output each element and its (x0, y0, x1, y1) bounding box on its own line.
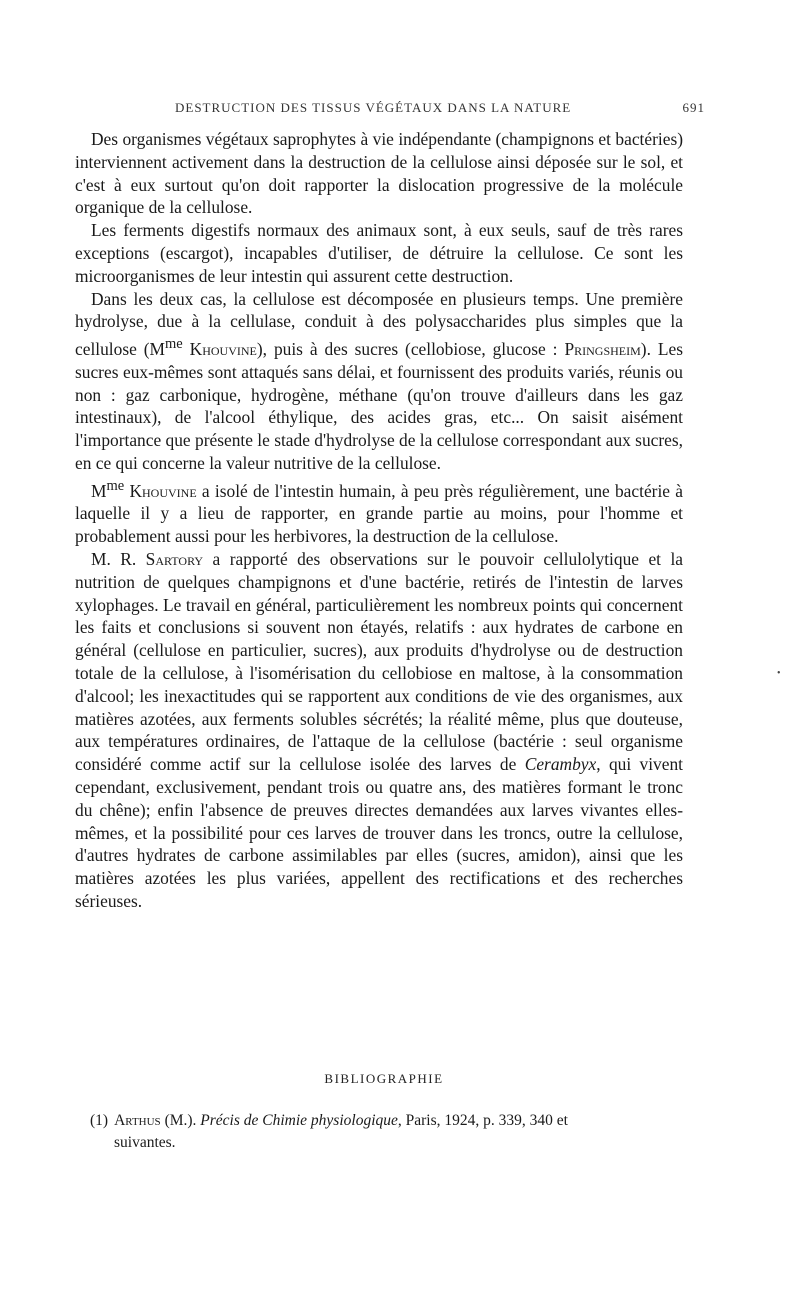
author-pringsheim: Pringsheim (564, 338, 641, 359)
genus-cerambyx: Cerambyx (524, 754, 597, 775)
p3-text-a: Dans les deux cas, la cellulose est décomposée en plusieurs temps. Une première hydrolyse, due à la cellulase, conduit à des polysaccharides plus simples que la cellulose (M (75, 288, 683, 359)
author-khouvine: Khouvine (189, 338, 257, 359)
bibliography-entry (90, 1110, 690, 1154)
bib-entry-number: (1) (90, 1112, 109, 1129)
bib-work-title: Précis de Chimie physiologique (200, 1112, 398, 1129)
p5-text-b: , qui vivent cependant, exclusivement, pendant trois ou quatre ans, des matières formant le tronc du chêne); enfin l'absence de preuves directes demandées aux larves vivantes elles-mêmes, et la possibilité pour ces larves de trouver dans les troncs, outre la cellulose, d'autres hydrates de carbone assimilables par elles (sucres, amidon), ainsi que les matières azotées les plus variées, appellent des rectifications et des recherches sérieuses. (75, 754, 683, 911)
author-sartory: Sartory (145, 548, 204, 569)
bib-details: , Paris, 1924, p. 339, 340 et (397, 1112, 568, 1129)
paragraph-2: Les ferments digestifs normaux des animaux sont, à eux seuls, sauf de très rares exceptions (escargot), incapables d'utiliser, de détruire la cellulose. Ce sont les microorganismes de leur intestin qui assurent cette destruction. (75, 220, 683, 286)
paragraph-1: Des organismes végétaux saprophytes à vie indépendante (champignons et bactéries) interviennent activement dans la destruction de la cellulose ainsi déposée sur le sol, et c'est à eux surtout qu'on doit rapporter la dislocation progressive de la molécule organique de la cellulose. (75, 129, 683, 218)
bib-initials: (M.). (160, 1112, 201, 1129)
author-khouvine-2: Khouvine (129, 480, 197, 501)
bibliography-title: BIBLIOGRAPHIE (324, 1071, 444, 1086)
paragraph-5 (75, 548, 683, 913)
p3-text-c: ). Les sucres eux-mêmes sont attaqués sans délai, et fournissent des produits variés, réunis ou non : gaz carbonique, hydrogène, méthane (qu'on trouve d'ailleurs dans les gaz intestinaux), de l'alcool éthylique, des acides gras, etc... On saisit aisément l'importance que présente le stade d'hydrolyse de la cellulose correspondant aux sucres, en ce qui concerne la valeur nutritive de la cellulose. (75, 338, 683, 473)
bib-continuation: suivantes. (114, 1134, 176, 1151)
bib-author: Arthus (114, 1112, 161, 1129)
p3-mme-sup: me (165, 336, 183, 353)
paragraph-3 (75, 288, 683, 475)
p4-text: a isolé de l'intestin humain, à peu près régulièrement, une bactérie à laquelle il y a lieu de rapporter, en grande partie au moins, pour l'homme et probablement aussi pour les herbivores, la destruction de la cellulose. (75, 480, 683, 547)
bib-entry-line (90, 1110, 690, 1132)
margin-mark: • (777, 668, 781, 679)
p4-lead: M (91, 480, 107, 501)
p4-mme-sup: me (106, 477, 125, 494)
p5-lead: M. R. (91, 548, 146, 569)
body-text (75, 128, 683, 913)
paragraph-4 (75, 475, 683, 548)
running-title: DESTRUCTION DES TISSUS VÉGÉTAUX DANS LA NATURE (175, 100, 572, 115)
p3-text-b: ), puis à des sucres (cellobiose, glucose : (256, 338, 565, 359)
page-number: 691 (682, 100, 705, 115)
p5-text-a: a rapporté des observations sur le pouvoir cellulolytique et la nutrition de quelques champignons et d'une bactérie, retirés de l'intestin de larves xylophages. Le travail en général, particulièrement les nombreux points qui concernent les faits et conclusions si souvent non étayés, relatifs : aux hydrates de carbone en général (cellulose en particulier, sucres), aux produits d'hydrolyse ou de destruction totale de la cellulose, à l'isomérisation du cellobiose en maltose, à la consommation d'alcool; les inexactitudes qui se rapportent aux conditions de vie des organismes, aux matières azotées, aux ferments solubles sécrétés; la réalité même, plus que douteuse, aux températures ordinaires, de l'attaque de la cellulose (bactérie : seul organisme considéré comme actif sur la cellulose isolée des larves de (75, 548, 683, 775)
